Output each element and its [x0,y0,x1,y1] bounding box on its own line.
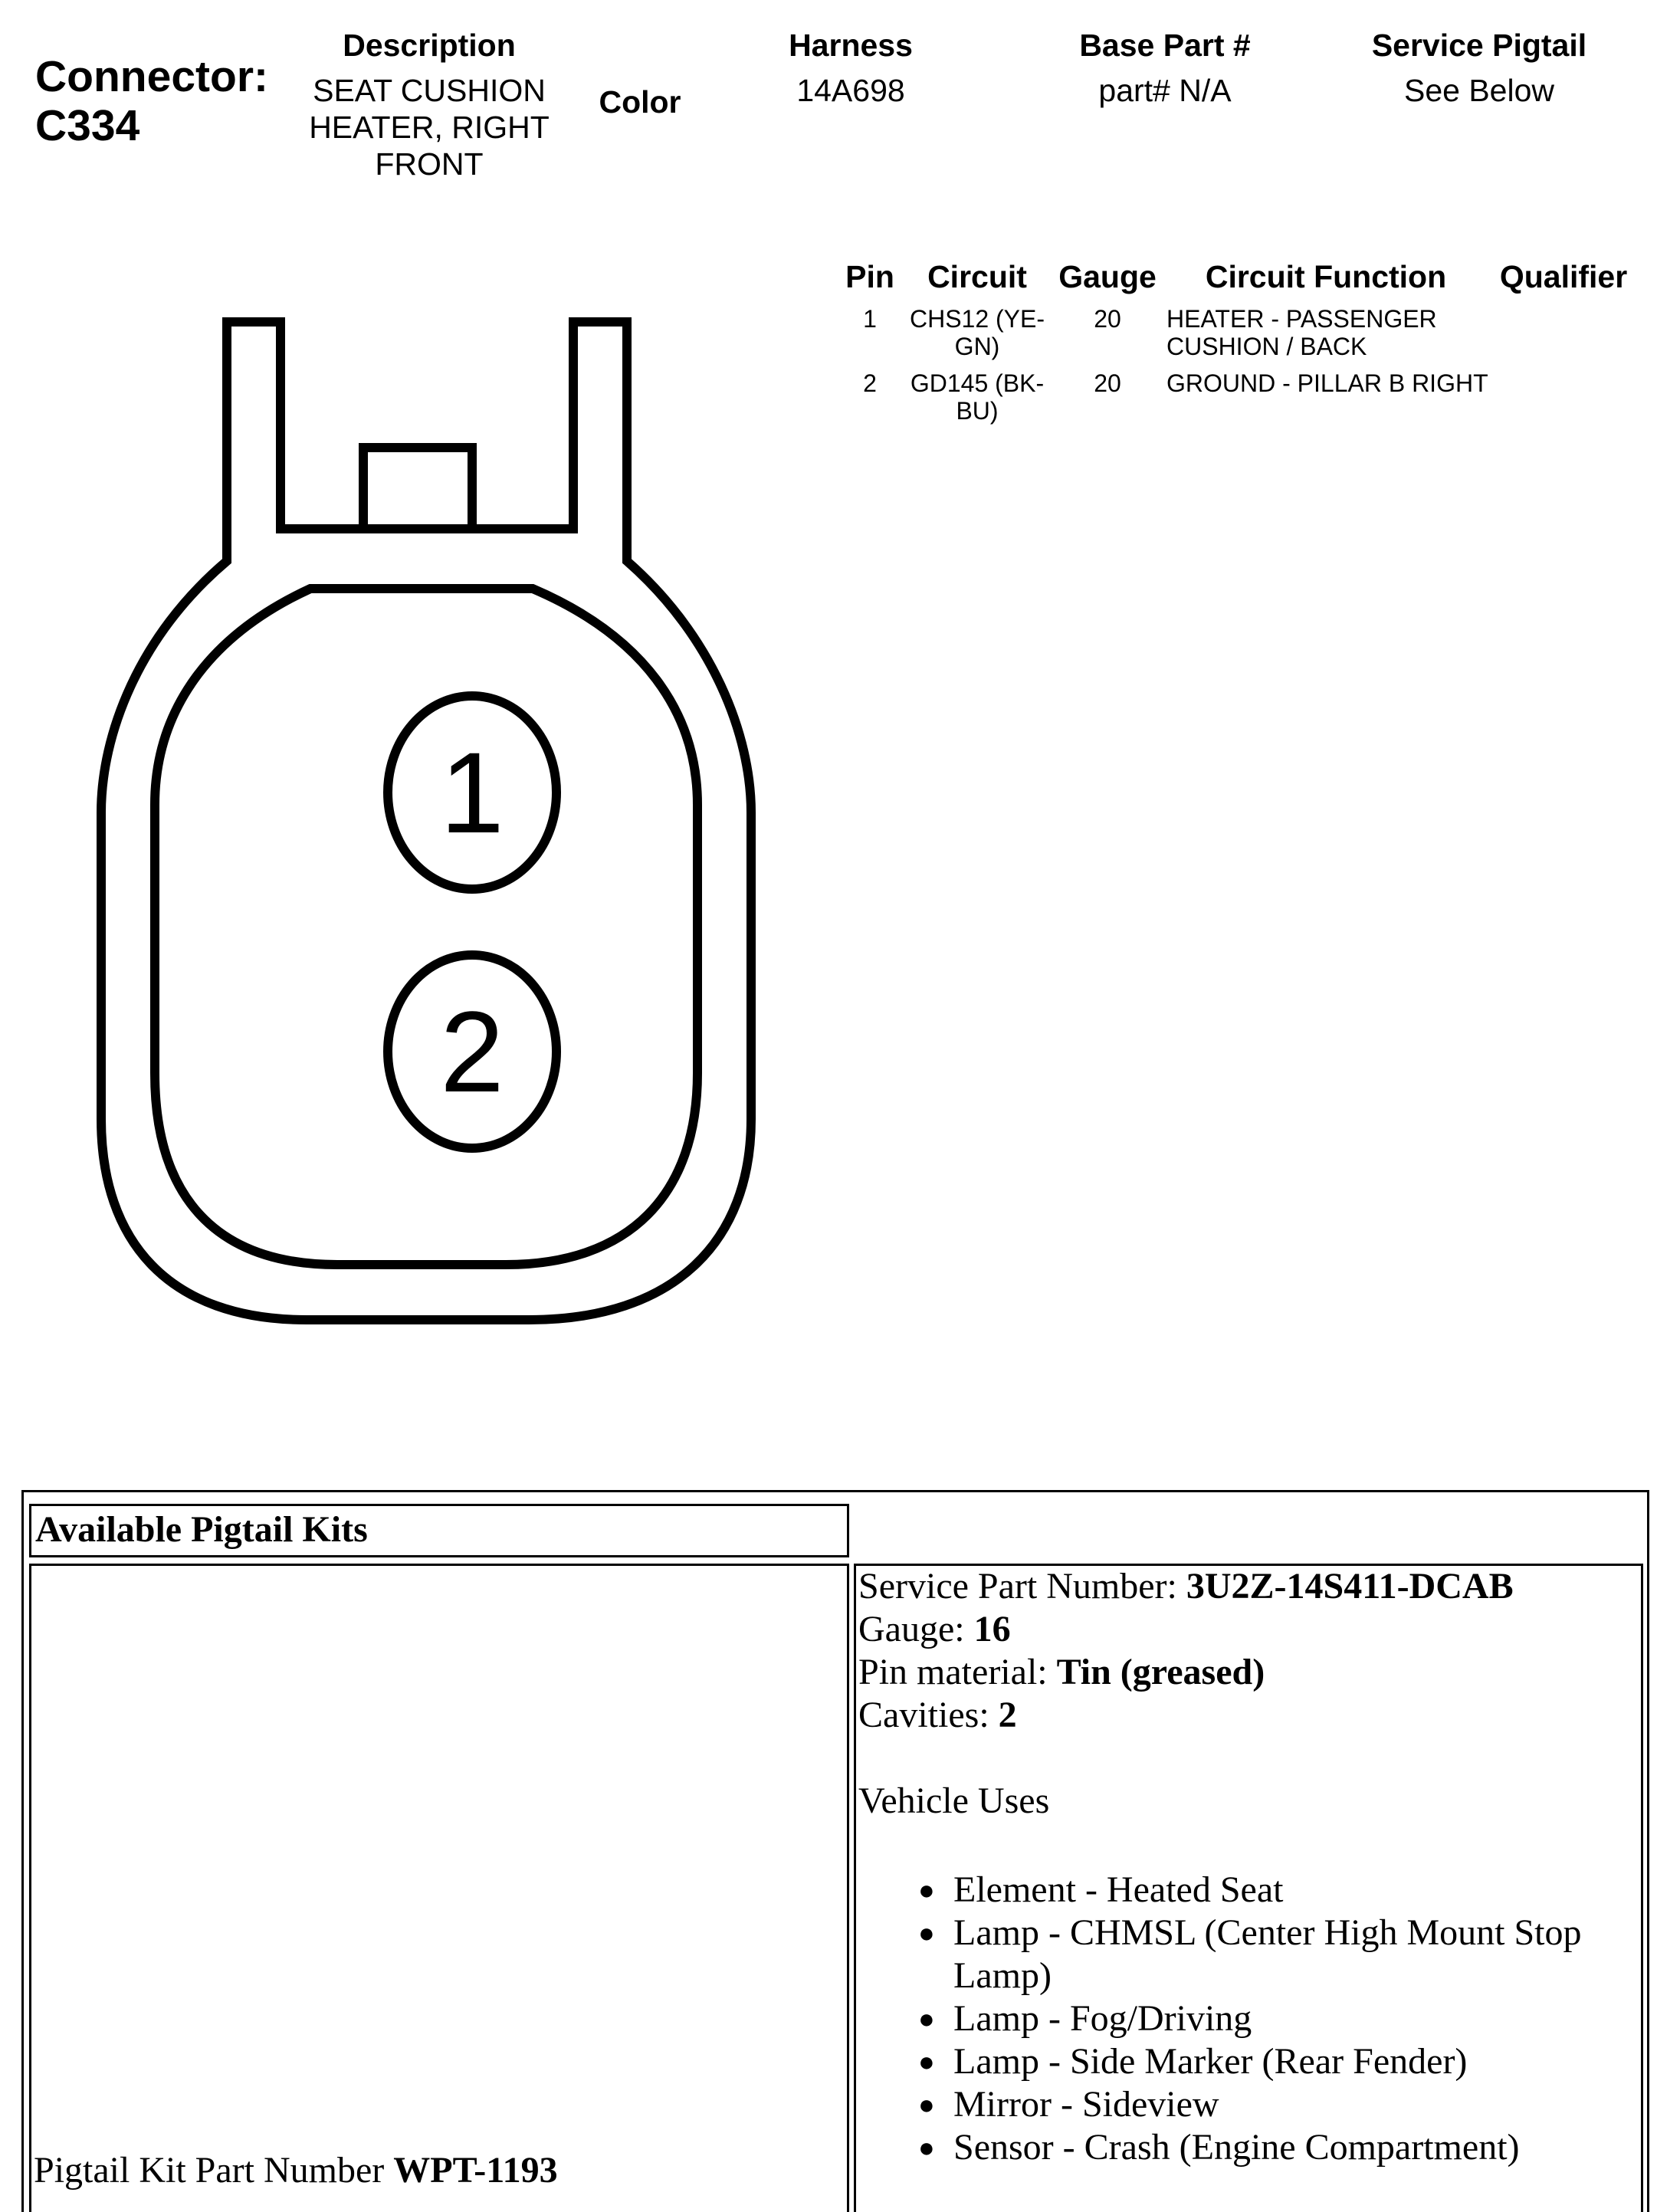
bullet-icon: ● [918,2132,935,2163]
service-part-label: Service Part Number: [858,1566,1186,1606]
col-qualifier: Qualifier [1499,259,1628,294]
list-item [858,2126,1640,2169]
service-part-number [858,1565,1640,1608]
list-item-text: Lamp) [953,1955,1052,1996]
row-circuit-line: GN) [954,333,1000,360]
pin-2-label: 2 [440,987,504,1116]
description-line: SEAT CUSHION [313,73,546,108]
list-item-text: Element - Heated Seat [953,1869,1284,1910]
row-circuit [893,369,1061,425]
bullet-icon: ● [918,1918,935,1948]
connector-id: C334 [35,101,140,150]
pin-material [858,1651,1640,1694]
row-circuit-line: BU) [956,397,999,425]
row-function-line: CUSHION / BACK [1166,333,1367,360]
list-item-text: Lamp - Fog/Driving [953,1998,1252,2039]
row-function [1166,305,1488,360]
description-label: Description [343,28,516,63]
row-function [1166,369,1488,397]
harness-label: Harness [789,28,913,63]
row-pin: 2 [863,369,877,397]
base-part-label: Base Part # [1079,28,1251,63]
row-circuit [893,305,1061,360]
pigtail-kit-cell [29,1564,849,2212]
col-gauge: Gauge [1058,259,1157,294]
pigtail-heading: Available Pigtail Kits [35,1509,368,1550]
row-function-line: GROUND - PILLAR B RIGHT [1166,369,1488,397]
col-pin: Pin [845,259,894,294]
connector-face-diagram [0,0,843,1380]
col-circuit: Circuit [927,259,1027,294]
service-part-value: 3U2Z-14S411-DCAB [1186,1566,1514,1606]
service-pigtail-value: See Below [1403,73,1554,108]
vehicle-uses-label: Vehicle Uses [858,1780,1050,1821]
list-item [858,2040,1640,2083]
description-line: FRONT [375,146,484,182]
connector-outer-outline [101,322,751,1320]
pin-1-label: 1 [440,728,504,857]
gauge-label: Gauge: [858,1609,974,1649]
vehicle-uses-list [858,1869,1640,2169]
list-item [858,1912,1640,1997]
pigtail-details [858,1565,1640,2169]
connector-inner-outline [155,589,697,1265]
gauge [858,1608,1640,1651]
base-part-value: part# N/A [1098,73,1232,108]
gauge-value: 16 [973,1609,1011,1649]
harness-value: 14A698 [796,73,905,108]
color-label: Color [599,84,681,120]
bullet-icon: ● [918,2046,935,2077]
connector-label: Connector: [35,52,268,101]
description-line: HEATER, RIGHT [309,110,550,145]
cavities-value: 2 [998,1695,1017,1735]
cavities [858,1694,1640,1737]
pin-material-label: Pin material: [858,1652,1057,1692]
list-item [858,2083,1640,2126]
list-item [858,1997,1640,2040]
bullet-icon: ● [918,1875,935,1905]
list-item-text: Lamp - CHMSL (Center High Mount Stop [953,1912,1582,1953]
cavities-label: Cavities: [858,1695,999,1735]
pigtail-kit-value: WPT-1193 [393,2150,558,2191]
pigtail-kit-part [34,2149,558,2192]
service-pigtail-label: Service Pigtail [1371,28,1587,63]
list-item-text: Lamp - Side Marker (Rear Fender) [953,2041,1468,2082]
row-circuit-line: CHS12 (YE- [909,305,1045,333]
bullet-icon: ● [918,2089,935,2120]
connector-key [363,448,472,529]
pigtail-kit-label: Pigtail Kit Part Number [34,2150,394,2191]
row-pin: 1 [863,305,877,333]
row-function-line: HEATER - PASSENGER [1166,305,1437,333]
row-gauge: 20 [1094,305,1121,333]
list-item-text: Sensor - Crash (Engine Compartment) [953,2127,1520,2168]
list-item [858,1869,1640,1912]
pin-material-value: Tin (greased) [1056,1652,1265,1692]
row-gauge: 20 [1094,369,1121,397]
list-item-text: Mirror - Sideview [953,2084,1219,2125]
bullet-icon: ● [918,2004,935,2034]
row-circuit-line: GD145 (BK- [910,369,1045,397]
col-circuit-function: Circuit Function [1205,259,1447,294]
